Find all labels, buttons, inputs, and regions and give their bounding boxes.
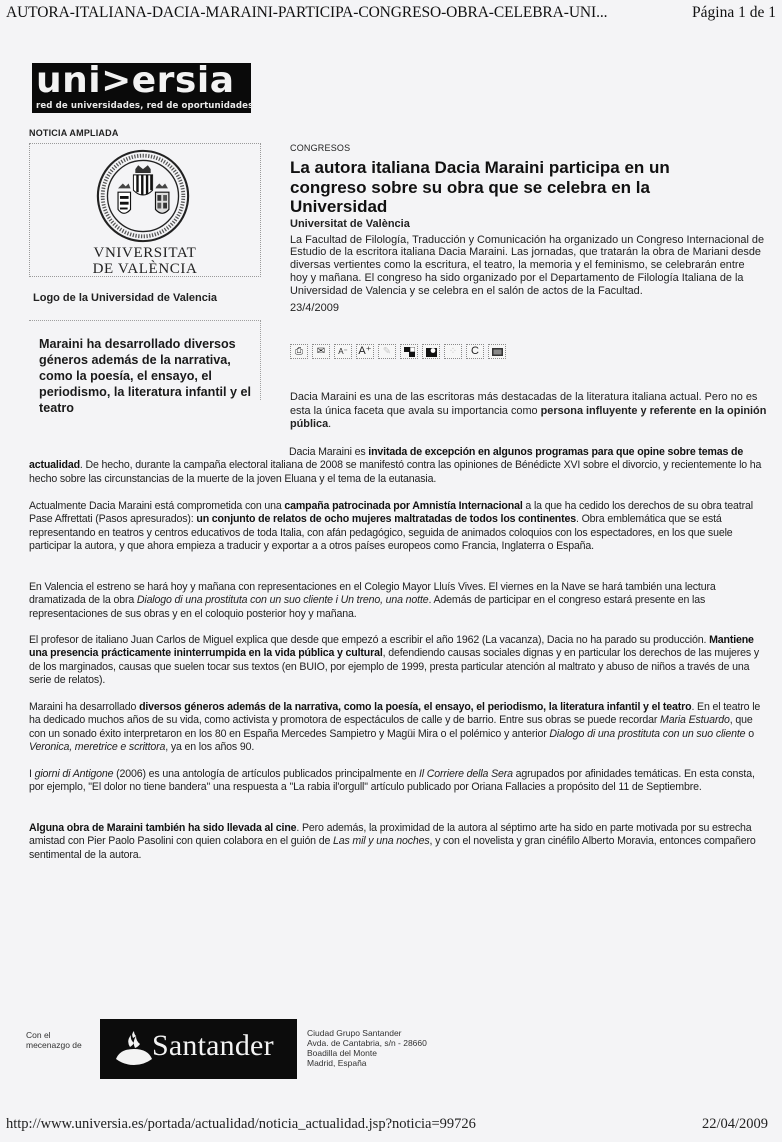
sponsor-address	[307, 1028, 427, 1068]
paragraph-text: Actualmente Dacia Maraini está comprometida con una	[29, 500, 285, 512]
sponsor-label	[26, 1030, 82, 1050]
article-paragraph	[29, 701, 772, 754]
page-indicator: Página 1 de 1	[692, 4, 776, 21]
paragraph-text: , y con el novelista y gran cinéfilo Alberto Moravia, entonces compañero sentimental de la autora.	[29, 835, 756, 861]
article-paragraph	[29, 581, 772, 621]
logo-tagline: red de universidades, red de oportunidades	[36, 101, 254, 111]
paragraph-highlight: Alguna obra de Maraini también ha sido llevada al cine	[29, 822, 297, 834]
article-paragraph	[29, 500, 772, 553]
copyright-icon[interactable]: C	[466, 344, 484, 359]
paragraph-highlight: un conjunto de relatos de ocho mujeres maltratadas de todos los continentes	[196, 513, 576, 526]
paragraph-text: En Valencia el estreno se hará hoy y mañana con representaciones en el Colegio Mayor Lluís Vives. El viernes en la Nave se hará también una lectura dramatizada de la obra	[29, 581, 716, 607]
santander-logo[interactable]	[100, 1019, 297, 1079]
article-paragraph	[29, 634, 772, 687]
address-line: Avda. de Cantabria, s/n - 28660	[307, 1038, 427, 1048]
work-title: Dialogo di una prostituta con un suo cliente	[549, 727, 746, 740]
work-title: Maria Estuardo	[660, 714, 730, 727]
paragraph-text: Dacia Maraini es una de las escritoras más destacadas de la literatura italiana actual. Pero no es esta la única faceta que avala su importancia como	[290, 391, 758, 417]
logo-wordmark: uni>ersia	[36, 60, 235, 101]
sponsor-label-line: Con el	[26, 1030, 51, 1040]
paragraph-text: Maraini ha desarrollado	[29, 701, 140, 713]
paragraph-text: El profesor de italiano Juan Carlos de Miguel explica que desde que empezó a escribir el año 1962 (La vacanza), Dacia no ha parado su producción.	[29, 634, 710, 646]
image-glyph	[492, 347, 503, 357]
university-name-line-2: DE VALÈNCIA	[92, 261, 198, 277]
page-url[interactable]: http://www.universia.es/portada/actualidad/noticia_actualidad.jsp?noticia=99726	[6, 1116, 476, 1132]
publication-title: Il Corriere della Sera	[419, 768, 513, 780]
translate-icon[interactable]: ✎	[378, 344, 396, 359]
print-date: 22/04/2009	[701, 1116, 768, 1132]
article-lead: La Facultad de Filología, Traducción y Comunicación ha organizado un Congreso Internacional de Estudio de la escritora italiana Dacia Maraini. Las jornadas, que tratarán la obra de Mariani desde diversas vertientes como la escritura, el teatro, la memoria y el feminismo, se celebrarán entre hoy y mañana. El congreso ha sido organizado por el Departamento de Filología Italiana de la Universidad de Valencia y se celebra en el salón de actos de la Facultad.	[290, 233, 765, 297]
article-category[interactable]: CONGRESOS	[290, 143, 351, 153]
pull-quote: Maraini ha desarrollado diversos géneros además de la narrativa, como la poesía, el ensayo, el periodismo, la literatura infantil y el teatro	[39, 337, 252, 415]
document-title: AUTORA-ITALIANA-DACIA-MARAINI-PARTICIPA-CONGRESO-OBRA-CELEBRA-UNI...	[6, 4, 608, 21]
paragraph-text: .	[328, 418, 332, 430]
university-logo-image	[29, 143, 261, 277]
paragraph-text: , defendiendo causas sociales dignas y en particular los derechos de las mujeres y de los marginados, causas que suelen tocar sus textos (en BUIO, por ejemplo de 1999, presta particular atención al maltrato y abuso de niños a través de una serie de relatos).	[29, 647, 759, 686]
work-title: giorni di Antigone	[34, 768, 114, 780]
article-paragraph	[29, 446, 772, 486]
paragraph-highlight: invitada de excepción en algunos programas para que opine sobre temas de actualidad	[29, 446, 744, 472]
address-line: Boadilla del Monte	[307, 1048, 377, 1058]
paragraph-text: agrupados por afinidades temáticas. En esta consta, por ejemplo, "El dolor no tiene bandera" una respuesta a "La rabia il'orgull" artículo publicado por Oriana Fallacies a propósito del 11 de Septiembre.	[29, 768, 755, 794]
font-larger-icon[interactable]: A⁺	[356, 344, 374, 359]
universia-logo[interactable]	[32, 60, 254, 113]
article-paragraph	[29, 768, 772, 795]
university-seal-icon	[95, 148, 191, 244]
image-icon[interactable]	[488, 344, 506, 359]
article-paragraph	[29, 822, 772, 862]
santander-wordmark: Santander	[152, 1029, 274, 1062]
contrast-glyph	[404, 347, 415, 357]
article-header	[290, 143, 770, 314]
work-title: Las mil y una noches	[333, 835, 430, 848]
article-paragraph	[290, 391, 770, 432]
sponsor-block	[26, 1028, 526, 1088]
article-source: Universitat de València	[290, 217, 410, 230]
article-headline: La autora italiana Dacia Maraini participa en un congreso sobre su obra que se celebra en la Universidad	[290, 158, 670, 216]
paragraph-highlight: diversos géneros además de la narrativa, como la poesía, el ensayo, el periodismo, la literatura infantil y el teatro	[139, 701, 692, 713]
contrast-icon[interactable]	[400, 344, 418, 359]
paragraph-text: . Obra emblemática que se está representando en teatros y centros educativos de toda Italia, con afán pedagógico, seguida de animados coloquios con los espectadores, en los que suele participar la autora, y que ahora empieza a traducir y exportar a a otros países europeos como Francia, Inglaterra o España.	[29, 513, 733, 552]
print-header	[6, 4, 776, 24]
article-toolbar	[290, 344, 506, 359]
paragraph-highlight: campaña patrocinada por Amnistía Internacional	[284, 500, 523, 512]
address-line: Madrid, España	[307, 1058, 367, 1068]
sponsor-label-line: mecenazgo de	[26, 1040, 82, 1050]
paragraph-text: o	[745, 727, 754, 740]
paragraph-highlight: persona influyente y referente en la opinión pública	[290, 404, 767, 430]
paragraph-text: , que con un sonado éxito interpretaron en los 80 en España Mercedes Sampietro y Magüi Mira o el polémico y anterior	[29, 714, 753, 740]
paragraph-text: Dacia Maraini es	[289, 446, 369, 458]
paragraph-text: . Además de participar en el congreso estará presente en las representaciones de sus obras y en el coloquio posterior hoy y mañana.	[29, 594, 706, 620]
address-line: Ciudad Grupo Santander	[307, 1028, 402, 1038]
paragraph-text: . Pero además, la proximidad de la autora al séptimo arte ha sido en parte motivada por su estrecha amistad con Pier Paolo Pasolini con quien colabora en el guión de	[29, 822, 752, 848]
image-caption: Logo de la Universidad de Valencia	[33, 292, 218, 304]
paragraph-text: (2006) es una antología de artículos publicados principalmente en	[113, 768, 419, 780]
share-icon[interactable]	[422, 344, 440, 359]
font-smaller-icon[interactable]: A⁻	[334, 344, 352, 359]
publication-date: 23/4/2009	[290, 302, 339, 315]
email-icon[interactable]: ✉	[312, 344, 330, 359]
santander-flame-icon	[114, 1031, 154, 1067]
print-icon[interactable]: ⎙	[290, 344, 308, 359]
paragraph-highlight: Mantiene una presencia prácticamente ininterrumpida en la vida pública y cultural	[29, 634, 754, 660]
work-title: Veronica, meretrice e scrittora	[29, 740, 166, 753]
paragraph-text: . De hecho, durante la campaña electoral italiana de 2008 se manifestó contra las opiniones de Bénédicte XVI sobre el divorcio, y recientemente lo ha hecho sobre las circunstancias de la muerte de la joven Eluana y el tema de la eutanasia.	[29, 459, 762, 485]
paragraph-text: , ya en los años 90.	[165, 740, 255, 753]
university-name-line-1: VNIVERSITAT	[93, 245, 197, 261]
share-glyph	[426, 347, 437, 357]
paragraph-text: . En el teatro le ha dedicado muchos años de su vida, como activista y promotora de espectáculos de calle y de barrio. Entre sus obras se puede recordar	[29, 701, 761, 727]
work-title: Dialogo di una prostituta con un suo cliente i Un treno, una notte	[136, 594, 429, 607]
section-label: NOTICIA AMPLIADA	[29, 128, 119, 138]
disabled-option-icon[interactable]: ⁘	[444, 344, 462, 359]
paragraph-text: I	[29, 768, 35, 780]
paragraph-text: a la que ha cedido los derechos de su obra teatral Pase Affrettati (Pasos apresurados):	[29, 500, 753, 526]
